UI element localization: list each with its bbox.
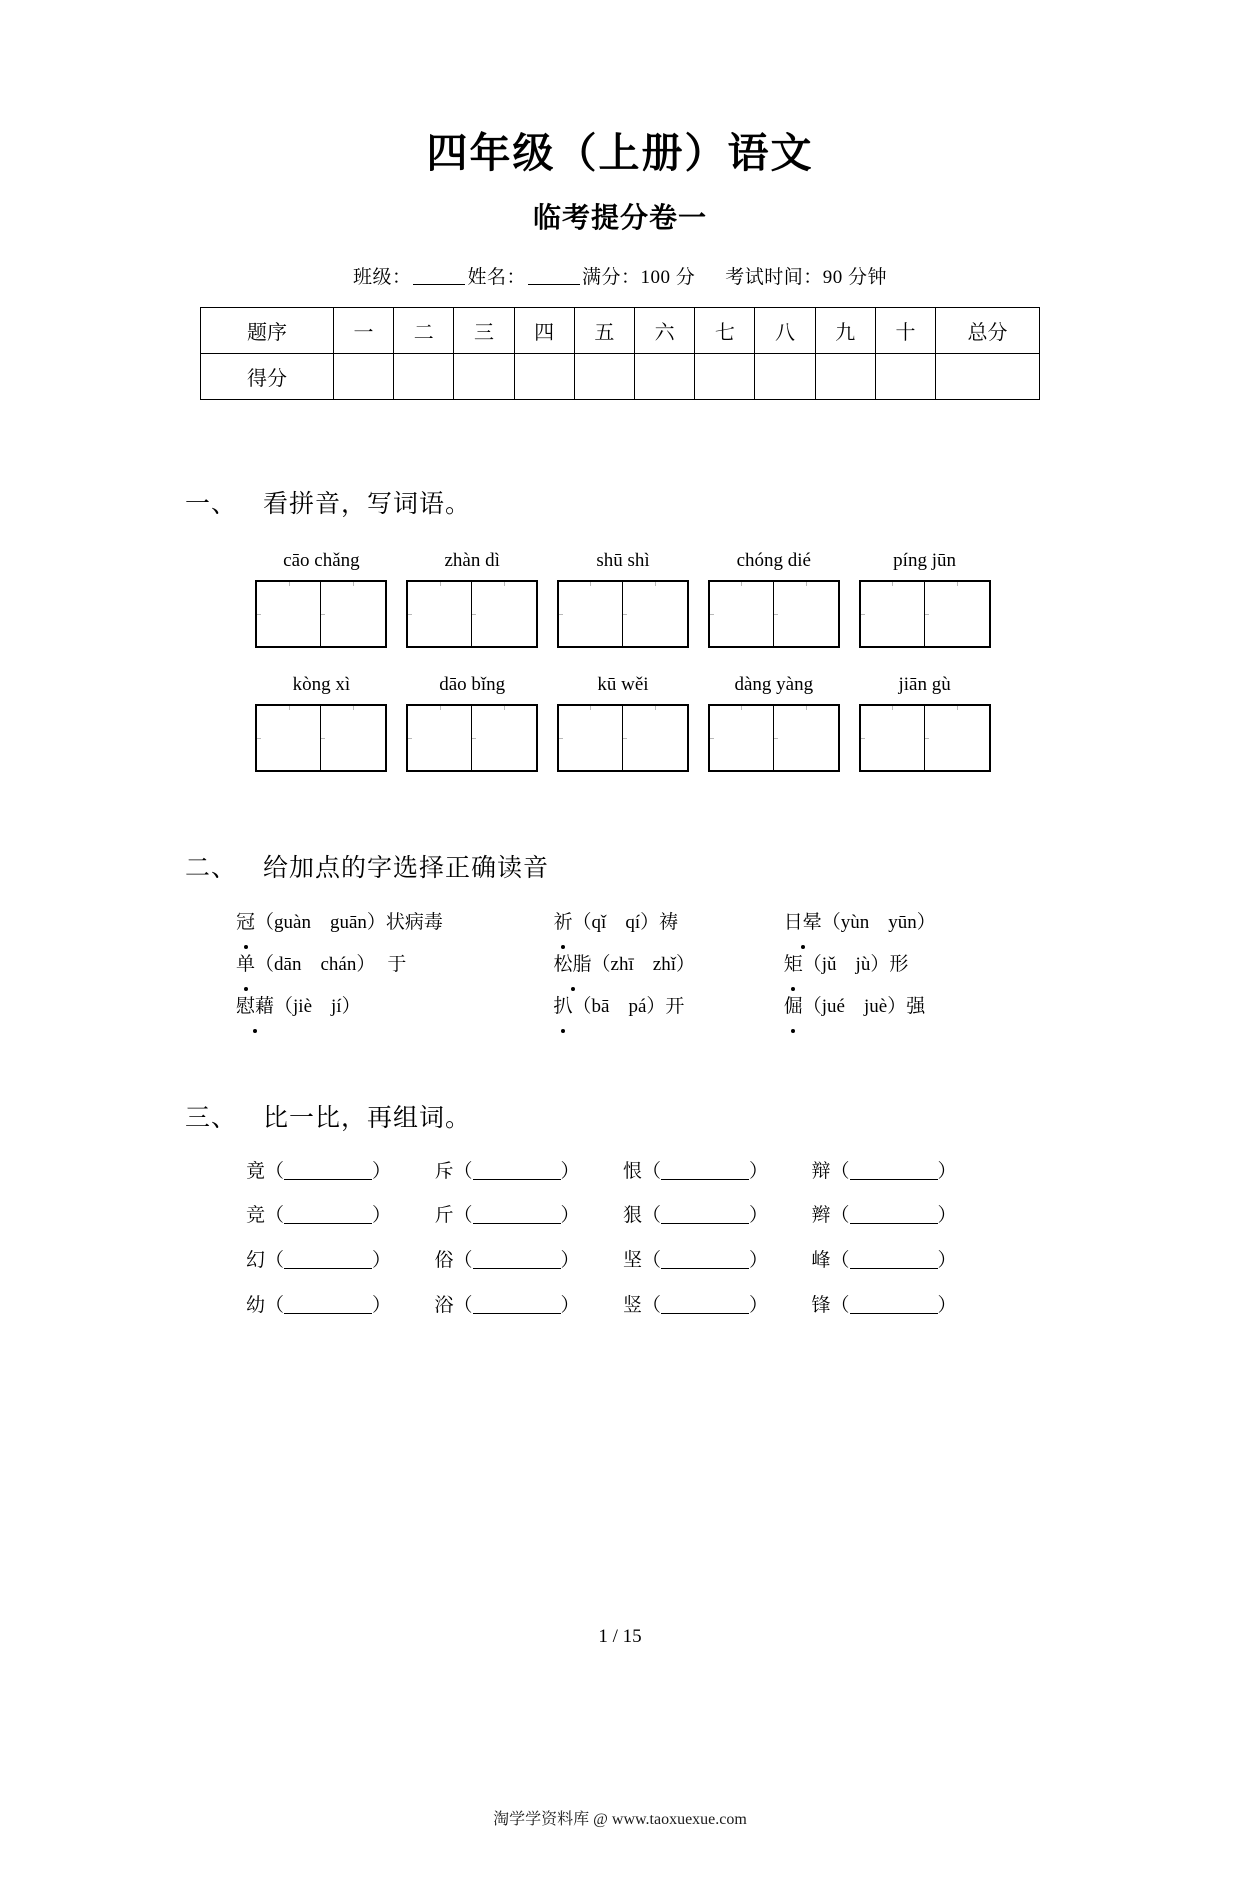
compose-char: 竞	[246, 1205, 266, 1227]
pinyin-label: dāo bǐng	[439, 674, 506, 696]
marked-char: 慰藉	[236, 986, 274, 1028]
pinyin-label: píng jūn	[893, 550, 956, 572]
section-two	[0, 848, 1240, 1027]
compose-blank[interactable]	[850, 1223, 938, 1224]
score-table-q3: 三	[454, 308, 514, 354]
compose-char: 竖	[623, 1294, 643, 1316]
tianzige-square[interactable]	[861, 706, 925, 770]
tianzige-square[interactable]	[774, 582, 838, 646]
tianzige-square[interactable]	[321, 582, 385, 646]
choice-suffix: 状病毒	[385, 912, 443, 934]
choice-suffix: 祷	[659, 912, 679, 934]
marked-char: 日晕	[784, 902, 822, 944]
pinyin-row-2	[240, 674, 1000, 696]
compose-blank[interactable]	[850, 1268, 938, 1269]
section-one-title	[185, 484, 1240, 520]
compose-item[interactable]: 竞（ ）	[246, 1205, 392, 1227]
score-cell-10[interactable]	[875, 354, 935, 400]
tianzige-box[interactable]	[255, 580, 387, 648]
name-label: 姓名：	[467, 267, 526, 289]
score-row-label: 得分	[201, 354, 334, 400]
choice-suffix: 强	[906, 995, 926, 1017]
section-two-items	[0, 902, 1240, 1027]
tianzige-square[interactable]	[925, 582, 989, 646]
compose-char: 狠	[623, 1205, 643, 1227]
section-three-rows	[0, 1150, 1240, 1329]
marked-char: 矩	[784, 944, 803, 986]
writing-grid-cell[interactable]	[548, 580, 699, 648]
tianzige-box[interactable]	[406, 704, 538, 772]
compose-char: 幼	[246, 1294, 266, 1316]
tianzige-square[interactable]	[408, 582, 472, 646]
pinyin-label: zhàn dì	[444, 550, 500, 572]
compose-blank[interactable]	[661, 1313, 749, 1314]
compose-item[interactable]: 斥（ ）	[434, 1160, 580, 1182]
tianzige-box[interactable]	[859, 704, 991, 772]
marked-char: 祈	[554, 902, 573, 944]
compose-item[interactable]: 锋（ ）	[811, 1294, 957, 1316]
section-one	[0, 484, 1240, 772]
compose-item[interactable]: 坚（ ）	[623, 1249, 769, 1271]
tianzige-square[interactable]	[408, 706, 472, 770]
compose-char: 竟	[246, 1160, 266, 1182]
compose-char: 坚	[623, 1249, 643, 1271]
tianzige-square[interactable]	[321, 706, 385, 770]
compose-item[interactable]: 狠（ ）	[623, 1205, 769, 1227]
tianzige-box[interactable]	[557, 704, 689, 772]
tianzige-square[interactable]	[925, 706, 989, 770]
choice-options[interactable]: （jǔ jù）	[802, 954, 890, 976]
compose-blank[interactable]	[850, 1179, 938, 1180]
pinyin-label: kòng xì	[292, 674, 351, 696]
score-cell-6[interactable]	[635, 354, 695, 400]
score-table-q5: 五	[574, 308, 634, 354]
writing-grid-cell[interactable]	[698, 580, 849, 648]
choice-suffix: 形	[889, 954, 909, 976]
compose-row	[240, 1284, 1000, 1329]
section-two-heading: 给加点的字选择正确读音	[263, 855, 550, 883]
score-table-q1: 一	[333, 308, 393, 354]
class-label: 班级：	[352, 267, 412, 289]
compose-char: 峰	[811, 1249, 831, 1271]
compose-blank[interactable]	[661, 1223, 749, 1224]
full-score-value: 100 分	[640, 267, 696, 289]
choice-options[interactable]: （qǐ qí）	[572, 912, 660, 934]
name-blank[interactable]	[528, 284, 580, 285]
watermark: 淘学学资料库 @ www.taoxuexue.com	[493, 1811, 747, 1828]
compose-item[interactable]: 竟（ ）	[246, 1160, 392, 1182]
full-score-label: 满分：	[581, 267, 641, 289]
duration-value: 90 分钟	[822, 267, 888, 289]
choice-options[interactable]: （jiè jí）	[274, 995, 361, 1017]
choice-item[interactable]	[554, 986, 784, 1028]
score-cell-5[interactable]	[574, 354, 634, 400]
score-cell-3[interactable]	[454, 354, 514, 400]
tianzige-square[interactable]	[623, 582, 687, 646]
duration-label: 考试时间：	[725, 267, 823, 289]
compose-char: 浴	[434, 1294, 454, 1316]
marked-char: 冠	[236, 902, 255, 944]
tianzige-box[interactable]	[557, 580, 689, 648]
writing-grid-row-1	[240, 580, 1000, 648]
marked-char: 倔	[784, 986, 803, 1028]
compose-char: 斤	[434, 1205, 454, 1227]
score-cell-2[interactable]	[394, 354, 454, 400]
choice-options[interactable]: （zhī zhǐ）	[591, 954, 695, 976]
writing-grid-cell[interactable]	[397, 580, 548, 648]
tianzige-square[interactable]	[257, 582, 321, 646]
tianzige-square[interactable]	[861, 582, 925, 646]
tianzige-square[interactable]	[559, 706, 623, 770]
writing-grid-cell[interactable]	[246, 580, 397, 648]
compose-char: 幻	[246, 1249, 266, 1271]
section-one-number: 一、	[185, 491, 238, 519]
compose-row	[240, 1194, 1000, 1239]
choice-options[interactable]: （bā pá）	[572, 995, 666, 1017]
writing-grid-row-2	[240, 704, 1000, 772]
tianzige-square[interactable]	[472, 706, 536, 770]
compose-item[interactable]: 辩（ ）	[811, 1160, 957, 1182]
pinyin-label: cāo chǎng	[283, 550, 360, 572]
choice-options[interactable]: （dān chán）	[255, 954, 376, 976]
page-number: 1 / 15	[598, 1626, 642, 1647]
score-table-row-label: 题序	[201, 308, 334, 354]
score-table-q7: 七	[695, 308, 755, 354]
compose-char: 斥	[434, 1160, 454, 1182]
compose-blank[interactable]	[284, 1313, 372, 1314]
tianzige-square[interactable]	[710, 706, 774, 770]
tianzige-box[interactable]	[859, 580, 991, 648]
choice-options[interactable]: （guàn guān）	[255, 912, 386, 934]
compose-blank[interactable]	[473, 1313, 561, 1314]
score-table-header-row	[201, 308, 1040, 354]
compose-blank[interactable]	[284, 1223, 372, 1224]
choice-item[interactable]	[236, 944, 554, 986]
tianzige-square[interactable]	[623, 706, 687, 770]
writing-grid-cell[interactable]	[246, 704, 397, 772]
pinyin-row-1	[240, 550, 1000, 572]
choice-suffix: 开	[665, 995, 685, 1017]
writing-grid-cell[interactable]	[849, 580, 1000, 648]
writing-grid-cell[interactable]	[849, 704, 1000, 772]
score-cell-8[interactable]	[755, 354, 815, 400]
tianzige-square[interactable]	[710, 582, 774, 646]
page-subtitle: 临考提分卷一	[532, 203, 707, 235]
compose-char: 锋	[811, 1294, 831, 1316]
section-three-title	[185, 1098, 1240, 1134]
score-cell-1[interactable]	[333, 354, 393, 400]
compose-item[interactable]: 竖（ ）	[623, 1294, 769, 1316]
tianzige-box[interactable]	[708, 704, 840, 772]
compose-blank[interactable]	[661, 1268, 749, 1269]
choice-item[interactable]	[554, 944, 784, 986]
compose-blank[interactable]	[473, 1179, 561, 1180]
compose-blank[interactable]	[661, 1179, 749, 1180]
exam-page	[0, 128, 1240, 1881]
score-cell-total[interactable]	[936, 354, 1040, 400]
score-cell-7[interactable]	[695, 354, 755, 400]
compose-char: 辫	[811, 1205, 831, 1227]
section-two-title	[185, 848, 1240, 884]
score-table-q2: 二	[394, 308, 454, 354]
class-blank[interactable]	[413, 284, 465, 285]
section-two-number: 二、	[185, 855, 238, 883]
compose-row	[240, 1239, 1000, 1284]
compose-item[interactable]: 恨（ ）	[623, 1160, 769, 1182]
compose-item[interactable]: 峰（ ）	[811, 1249, 957, 1271]
tianzige-box[interactable]	[255, 704, 387, 772]
score-table-q6: 六	[635, 308, 695, 354]
writing-grid-cell[interactable]	[397, 704, 548, 772]
choice-item[interactable]	[236, 902, 554, 944]
marked-char: 扒	[554, 986, 573, 1028]
section-three	[0, 1098, 1240, 1329]
compose-blank[interactable]	[473, 1223, 561, 1224]
score-table-q9: 九	[815, 308, 875, 354]
exam-info-line	[0, 262, 1240, 289]
pinyin-label: kū wěi	[597, 674, 649, 696]
tianzige-square[interactable]	[774, 706, 838, 770]
choice-row	[230, 944, 1010, 986]
section-three-number: 三、	[185, 1104, 238, 1132]
compose-char: 辩	[811, 1160, 831, 1182]
section-one-heading: 看拼音，写词语。	[263, 491, 472, 519]
compose-blank[interactable]	[473, 1268, 561, 1269]
tianzige-square[interactable]	[472, 582, 536, 646]
compose-item[interactable]: 浴（ ）	[434, 1294, 580, 1316]
compose-item[interactable]: 辫（ ）	[811, 1205, 957, 1227]
score-cell-4[interactable]	[514, 354, 574, 400]
choice-options[interactable]: （jué juè）	[802, 995, 907, 1017]
compose-row	[240, 1150, 1000, 1195]
section-three-heading: 比一比，再组词。	[263, 1104, 472, 1132]
tianzige-box[interactable]	[406, 580, 538, 648]
compose-item[interactable]: 斤（ ）	[434, 1205, 580, 1227]
choice-suffix: 于	[387, 954, 407, 976]
marked-char: 松脂	[554, 944, 592, 986]
choice-item[interactable]	[236, 986, 554, 1028]
compose-item[interactable]: 幼（ ）	[246, 1294, 392, 1316]
score-table-score-row	[201, 354, 1040, 400]
pinyin-label: chóng dié	[736, 550, 811, 572]
score-table-total-label: 总分	[936, 308, 1040, 354]
choice-item[interactable]	[784, 944, 1010, 986]
choice-options[interactable]: （yùn yūn）	[821, 912, 936, 934]
score-table	[200, 307, 1040, 400]
score-table-q4: 四	[514, 308, 574, 354]
tianzige-box[interactable]	[708, 580, 840, 648]
score-table-q8: 八	[755, 308, 815, 354]
pinyin-label: jiān gù	[898, 674, 951, 696]
compose-blank[interactable]	[284, 1268, 372, 1269]
choice-item[interactable]	[784, 902, 1010, 944]
compose-item[interactable]: 幻（ ）	[246, 1249, 392, 1271]
compose-char: 恨	[623, 1160, 643, 1182]
writing-grid-cell[interactable]	[698, 704, 849, 772]
choice-item[interactable]	[554, 902, 784, 944]
marked-char: 单	[236, 944, 255, 986]
choice-row	[230, 902, 1010, 944]
compose-blank[interactable]	[284, 1179, 372, 1180]
score-cell-9[interactable]	[815, 354, 875, 400]
pinyin-label: shū shì	[596, 550, 650, 572]
writing-grid-cell[interactable]	[548, 704, 699, 772]
choice-item[interactable]	[784, 986, 1010, 1028]
choice-row	[230, 986, 1010, 1028]
compose-char: 俗	[434, 1249, 454, 1271]
page-title: 四年级（上册）语文	[426, 130, 814, 176]
compose-blank[interactable]	[850, 1313, 938, 1314]
tianzige-square[interactable]	[257, 706, 321, 770]
tianzige-square[interactable]	[559, 582, 623, 646]
pinyin-label: dàng yàng	[734, 674, 814, 696]
score-table-q10: 十	[875, 308, 935, 354]
compose-item[interactable]: 俗（ ）	[434, 1249, 580, 1271]
